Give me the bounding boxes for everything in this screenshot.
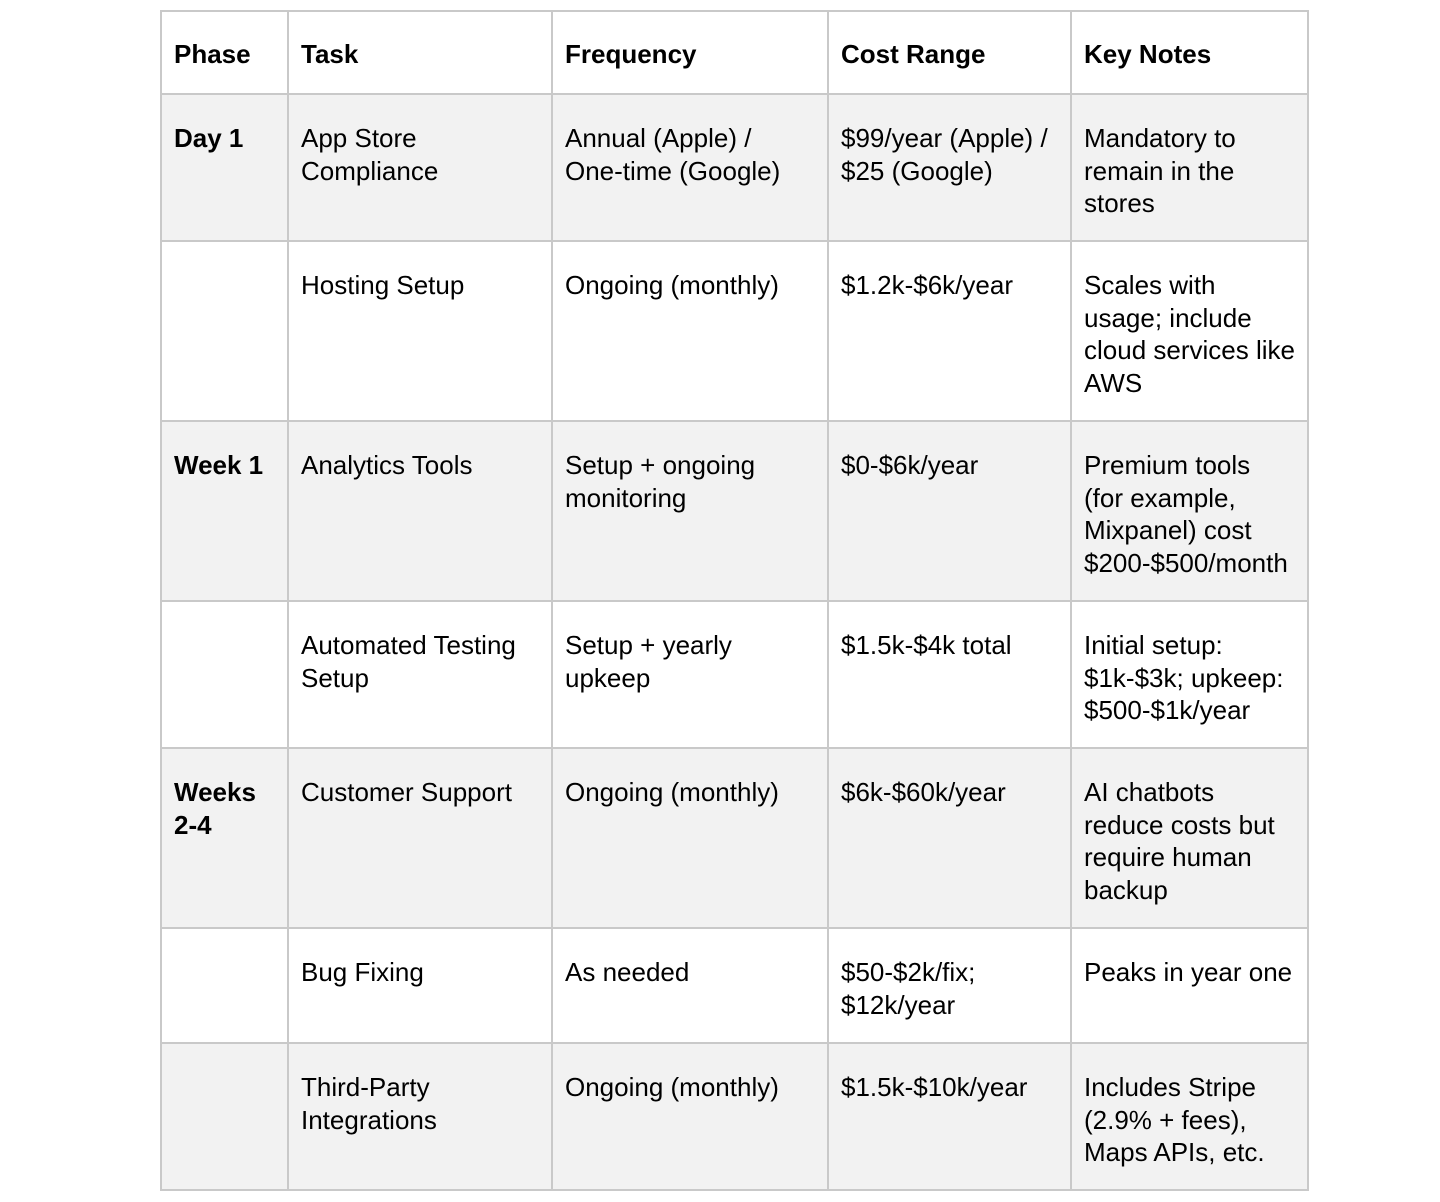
maintenance-cost-table <box>160 10 1309 1191</box>
frequency-cell: Annual (Apple) / One-time (Google) <box>552 94 828 241</box>
frequency-cell: Ongoing (monthly) <box>552 748 828 928</box>
phase-cell <box>161 601 288 748</box>
header-frequency: Frequency <box>552 11 828 94</box>
notes-cell: Initial setup: $1k-$3k; upkeep: $500-$1k/year <box>1071 601 1308 748</box>
task-cell: App Store Compliance <box>288 94 552 241</box>
task-cell: Bug Fixing <box>288 928 552 1043</box>
task-cell: Hosting Setup <box>288 241 552 421</box>
phase-cell <box>161 1043 288 1190</box>
table-row <box>161 748 1308 928</box>
header-key-notes: Key Notes <box>1071 11 1308 94</box>
task-cell: Third-Party Integrations <box>288 1043 552 1190</box>
notes-cell: Premium tools (for example, Mixpanel) cost $200-$500/month <box>1071 421 1308 601</box>
cost-cell: $6k-$60k/year <box>828 748 1071 928</box>
notes-cell: Scales with usage; include cloud services like AWS <box>1071 241 1308 421</box>
frequency-cell: Setup + yearly upkeep <box>552 601 828 748</box>
frequency-cell: As needed <box>552 928 828 1043</box>
phase-cell: Day 1 <box>161 94 288 241</box>
header-row <box>161 11 1308 94</box>
frequency-cell: Ongoing (monthly) <box>552 241 828 421</box>
table-header <box>161 11 1308 94</box>
frequency-cell: Setup + ongoing monitoring <box>552 421 828 601</box>
notes-cell: Includes Stripe (2.9% + fees), Maps APIs, etc. <box>1071 1043 1308 1190</box>
header-task: Task <box>288 11 552 94</box>
notes-cell: AI chatbots reduce costs but require human backup <box>1071 748 1308 928</box>
frequency-cell: Ongoing (monthly) <box>552 1043 828 1190</box>
table-row <box>161 1043 1308 1190</box>
phase-cell <box>161 928 288 1043</box>
table-row <box>161 94 1308 241</box>
table-body <box>161 94 1308 1190</box>
task-cell: Automated Testing Setup <box>288 601 552 748</box>
cost-cell: $0-$6k/year <box>828 421 1071 601</box>
notes-cell: Mandatory to remain in the stores <box>1071 94 1308 241</box>
cost-cell: $50-$2k/fix; $12k/year <box>828 928 1071 1043</box>
phase-cell: Week 1 <box>161 421 288 601</box>
notes-cell: Peaks in year one <box>1071 928 1308 1043</box>
table-row <box>161 241 1308 421</box>
cost-cell: $99/year (Apple) / $25 (Google) <box>828 94 1071 241</box>
task-cell: Customer Support <box>288 748 552 928</box>
table-row <box>161 928 1308 1043</box>
phase-cell <box>161 241 288 421</box>
task-cell: Analytics Tools <box>288 421 552 601</box>
cost-cell: $1.5k-$10k/year <box>828 1043 1071 1190</box>
table-row <box>161 601 1308 748</box>
header-phase: Phase <box>161 11 288 94</box>
header-cost-range: Cost Range <box>828 11 1071 94</box>
phase-cell: Weeks 2-4 <box>161 748 288 928</box>
cost-cell: $1.2k-$6k/year <box>828 241 1071 421</box>
table-row <box>161 421 1308 601</box>
cost-cell: $1.5k-$4k total <box>828 601 1071 748</box>
